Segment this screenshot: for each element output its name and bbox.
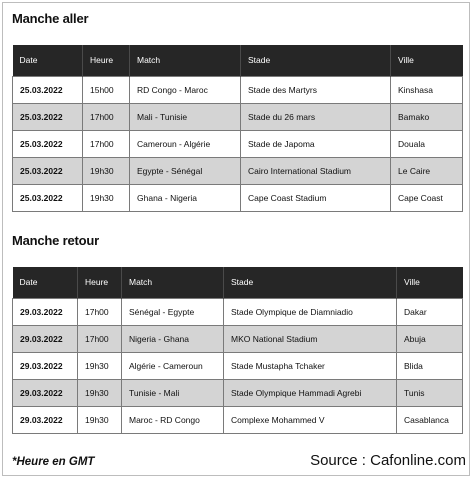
table-row [13, 103, 463, 130]
cell-ville: Dakar [397, 298, 463, 325]
cell-stade: Cairo International Stadium [241, 157, 391, 184]
cell-stade: Stade Olympique de Diamniadio [224, 298, 397, 325]
cell-heure: 19h30 [78, 406, 122, 433]
cell-date: 25.03.2022 [13, 130, 83, 157]
column-header-ville: Ville [397, 267, 463, 298]
cell-heure: 19h30 [83, 184, 130, 211]
cell-stade: Cape Coast Stadium [241, 184, 391, 211]
table-row [13, 352, 463, 379]
table-row [13, 325, 463, 352]
cell-match: Sénégal - Egypte [122, 298, 224, 325]
column-header-date: Date [13, 267, 78, 298]
fixtures-table-aller [12, 45, 463, 212]
cell-match: Tunisie - Mali [122, 379, 224, 406]
cell-stade: Stade des Martyrs [241, 76, 391, 103]
cell-stade: Stade de Japoma [241, 130, 391, 157]
column-header-match: Match [122, 267, 224, 298]
table-row [13, 406, 463, 433]
cell-match: Cameroun - Algérie [130, 130, 241, 157]
column-header-stade: Stade [224, 267, 397, 298]
cell-heure: 19h30 [78, 352, 122, 379]
cell-stade: Complexe Mohammed V [224, 406, 397, 433]
cell-date: 25.03.2022 [13, 76, 83, 103]
column-header-match: Match [130, 45, 241, 76]
cell-ville: Abuja [397, 325, 463, 352]
cell-stade: Stade du 26 mars [241, 103, 391, 130]
fixtures-table-retour [12, 267, 463, 434]
cell-ville: Kinshasa [391, 76, 463, 103]
cell-ville: Blida [397, 352, 463, 379]
column-header-heure: Heure [78, 267, 122, 298]
cell-match: Ghana - Nigeria [130, 184, 241, 211]
table-header-row [13, 267, 463, 298]
cell-heure: 17h00 [78, 298, 122, 325]
cell-date: 25.03.2022 [13, 103, 83, 130]
cell-stade: Stade Olympique Hammadi Agrebi [224, 379, 397, 406]
table-header-row [13, 45, 463, 76]
cell-ville: Le Caire [391, 157, 463, 184]
cell-ville: Casablanca [397, 406, 463, 433]
cell-match: Nigeria - Ghana [122, 325, 224, 352]
cell-heure: 19h30 [83, 157, 130, 184]
cell-ville: Douala [391, 130, 463, 157]
column-header-stade: Stade [241, 45, 391, 76]
column-header-ville: Ville [391, 45, 463, 76]
cell-ville: Bamako [391, 103, 463, 130]
cell-heure: 17h00 [78, 325, 122, 352]
table-row [13, 157, 463, 184]
cell-date: 29.03.2022 [13, 352, 78, 379]
cell-ville: Tunis [397, 379, 463, 406]
cell-match: Egypte - Sénégal [130, 157, 241, 184]
cell-ville: Cape Coast [391, 184, 463, 211]
table-row [13, 298, 463, 325]
table-row [13, 130, 463, 157]
cell-date: 29.03.2022 [13, 298, 78, 325]
cell-heure: 19h30 [78, 379, 122, 406]
cell-heure: 17h00 [83, 103, 130, 130]
cell-match: RD Congo - Maroc [130, 76, 241, 103]
cell-date: 29.03.2022 [13, 325, 78, 352]
cell-stade: Stade Mustapha Tchaker [224, 352, 397, 379]
table-row [13, 76, 463, 103]
cell-date: 29.03.2022 [13, 379, 78, 406]
cell-date: 25.03.2022 [13, 157, 83, 184]
cell-match: Maroc - RD Congo [122, 406, 224, 433]
cell-date: 25.03.2022 [13, 184, 83, 211]
cell-heure: 15h00 [83, 76, 130, 103]
column-header-heure: Heure [83, 45, 130, 76]
section-title-retour: Manche retour [12, 233, 99, 248]
section-title-aller: Manche aller [12, 11, 89, 26]
source-credit: Source : Cafonline.com [310, 452, 466, 469]
cell-stade: MKO National Stadium [224, 325, 397, 352]
footnote-timezone: *Heure en GMT [12, 456, 95, 468]
cell-match: Algérie - Cameroun [122, 352, 224, 379]
table-row [13, 184, 463, 211]
cell-heure: 17h00 [83, 130, 130, 157]
column-header-date: Date [13, 45, 83, 76]
cell-date: 29.03.2022 [13, 406, 78, 433]
cell-match: Mali - Tunisie [130, 103, 241, 130]
table-row [13, 379, 463, 406]
